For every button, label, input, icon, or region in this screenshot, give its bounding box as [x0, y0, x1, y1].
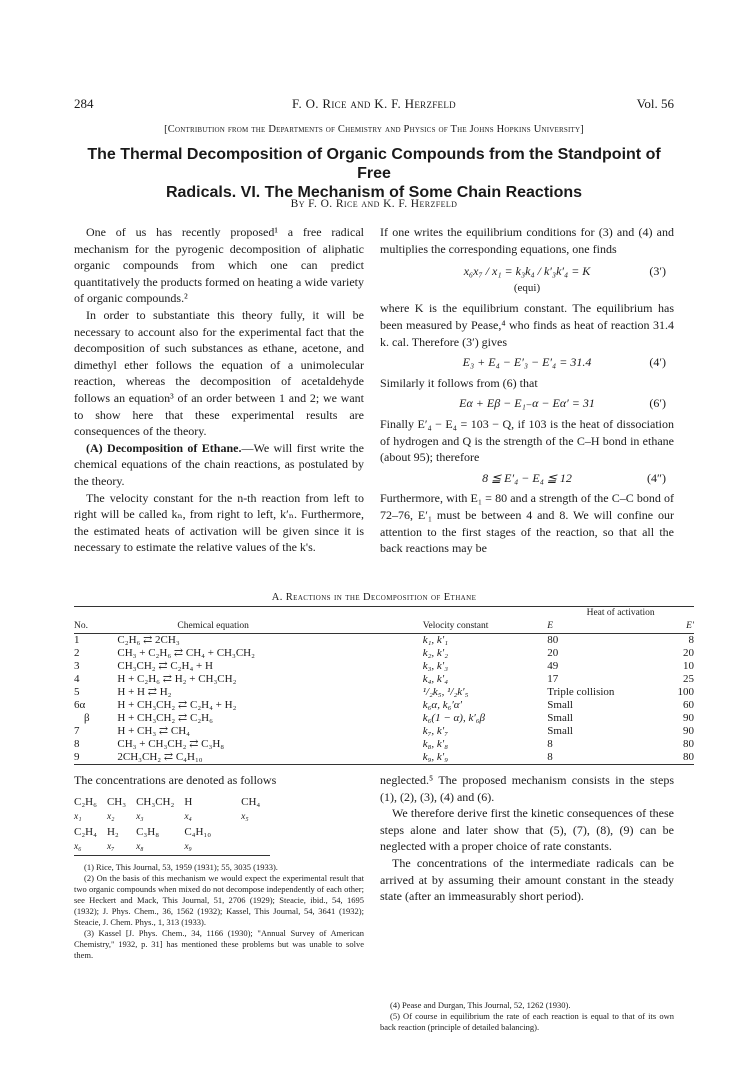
chemical-equation: H + CH₃ ⇄ CH₄	[117, 725, 190, 737]
contribution-note: [Contribution from the Departments of Chemistry and Physics of The Johns Hopkins University]	[164, 124, 584, 135]
table-row	[74, 647, 694, 660]
velocity-constant: k₈, k′₈	[422, 738, 449, 750]
activation-energy-reverse: 10	[683, 660, 694, 672]
equation-4doubleprime: 8 ≦ E′₄ − E₄ ≦ 12 (4″)	[482, 470, 666, 485]
paragraph: where K is the equilibrium constant. The equilibrium has been measured by Pease,⁴ who finds as heat of reaction 31.4 k. cal. Therefore (3′) gives	[380, 301, 674, 349]
velocity-constant: ¹/₂k₅, ¹/₂k′₅	[422, 686, 469, 698]
chemical-equation: CH₃ + C₂H₆ ⇄ CH₄ + CH₃CH₂	[117, 647, 255, 659]
footnote: (3) Kassel [J. Phys. Chem., 34, 1166 (1930); "Annual Survey of American Chemistry," 1932, p. 31] has mentioned these problems but was unable to solve them.	[74, 927, 364, 960]
activation-energy-reverse: 80	[647, 751, 694, 765]
footnote: (4) Pease and Durgan, This Journal, 52, 1262 (1930).	[390, 1000, 571, 1010]
concentration-symbol-row: x₆ x₇ x₈ x₉	[74, 840, 270, 856]
activation-energy-forward: 20	[547, 647, 559, 659]
paragraph: Finally E′₄ − E₄ = 103 − Q, if 103 is the heat of dissociation of hydrogen and Q is the strength of the C–H bond in ethane (about 95); therefore	[380, 416, 674, 465]
paragraph: The concentrations of the intermediate radicals can be arrived at by assuming their amount constant in the steady state (after an immeasurably short period).	[380, 855, 674, 904]
byline: By F. O. Rice and K. F. Herzfeld	[290, 198, 458, 210]
paragraph: The velocity constant for the n-th reaction from left to right will be called kₙ, from right to left, k′ₙ. Furthermore, the estimated heats of activation will be given since it is necessary to estimate the relative values of the k's.	[74, 490, 364, 555]
paragraph: We therefore derive first the kinetic consequences of these steps alone and later show that (5), (7), (8), (9) can be neglected with a proper choice of rate constants.	[380, 806, 674, 854]
reaction-number: 3	[74, 660, 80, 672]
page-number: 284	[74, 96, 94, 111]
reaction-number: β	[84, 712, 90, 724]
paragraph: The concentrations are denoted as follows	[74, 773, 277, 787]
footnote: (2) On the basis of this mechanism we would expect the experimental result that two organic compounds when mixed do not decompose independently of each other; see Heckert and Mack, This Journal, 51, 2706 (1929); Steacie, ibid., 54, 1695 (1932); J. Phys. Chem., 36, 1562 (1932); Kassel, This Journal, 54, 3641 (1932); Steacie, J. Chem. Phys., 1, 313 (1933).	[74, 872, 364, 927]
velocity-constant: k₃, k′₃	[422, 660, 449, 672]
activation-energy-reverse: 60	[683, 699, 694, 711]
reaction-number: 9	[74, 751, 117, 765]
paragraph: Similarly it follows from (6) that	[380, 375, 538, 390]
activation-energy-forward: 49	[547, 660, 559, 672]
chemical-equation: C₂H₆ ⇄ 2CH₃	[117, 634, 180, 646]
paragraph: In order to substantiate this theory fully, it will be necessary to account also for the experimental fact that the decomposition of such substances as ethane, acetone, and dimethyl ether follows the equation of a unimolecular reaction, whereas the decomposition of acetaldehyde follows an equation³ of an order between 1 and 2; we want to show here that these experimental results are consequences of the theory.	[74, 307, 364, 439]
reactions-table	[74, 606, 694, 765]
activation-energy-reverse: 8	[688, 634, 694, 646]
table-row	[74, 738, 694, 751]
paragraph: (A) Decomposition of Ethane.—We will first write the chemical equations of the chain reactions, as postulated by the theory.	[74, 440, 364, 488]
column-header: No.	[74, 620, 117, 634]
activation-energy-forward: Triple collision	[547, 686, 615, 698]
table-row	[74, 673, 694, 686]
footnote: (1) Rice, This Journal, 53, 1959 (1931); 55, 3035 (1933).	[84, 861, 278, 872]
paragraph: Furthermore, with E₁ = 80 and a strength of the C–C bond of 72–76, E′₁ must be between 4 and 8. We will confine our attention to the first stages of the reaction, so that all the back reactions may be	[380, 491, 674, 556]
table-row	[74, 686, 694, 699]
activation-energy-forward: Small	[547, 712, 573, 724]
table-row	[74, 712, 694, 725]
velocity-constant: k₂, k′₂	[422, 647, 449, 659]
footnotes-right	[380, 1000, 674, 1033]
equation-4prime: E₃ + E₄ − E′₃ − E′₄ = 31.4 (4′)	[462, 355, 666, 370]
section-heading: (A) Decomposition of Ethane.	[86, 440, 242, 455]
heat-of-activation-header: Heat of activation	[547, 607, 694, 621]
reaction-number: 7	[74, 725, 80, 737]
velocity-constant: k₆α, k₆′α′	[422, 699, 462, 711]
running-title: F. O. Rice and K. F. Herzfeld	[292, 96, 456, 111]
column-header: E	[547, 620, 647, 634]
footnote: (5) Of course in equilibrium the rate of each reaction is equal to that of its own back reaction (principle of detailed balancing).	[380, 1011, 674, 1032]
equation-3prime: x₆x₇ / x₁ = k₃k₄ / k′₃k′₄ = K (3′)	[463, 264, 666, 279]
activation-energy-forward: 8	[547, 738, 553, 750]
activation-energy-forward: Small	[547, 699, 573, 711]
left-column-upper	[74, 224, 364, 556]
equation-6prime: Eα + Eβ − E₁₋α − Eα′ = 31 (6′)	[459, 396, 666, 411]
reaction-number: 2	[74, 647, 80, 659]
right-column-upper	[380, 224, 674, 557]
volume-label: Vol. 56	[636, 96, 674, 111]
chemical-equation: H + CH₃CH₂ ⇄ C₂H₆	[117, 712, 213, 724]
reaction-number: 6α	[74, 699, 86, 711]
activation-energy-reverse: 90	[683, 712, 694, 724]
activation-energy-reverse: 100	[677, 686, 694, 698]
concentration-species-row: C₂H₄ H₂ C₃H₈ C₄H₁₀	[74, 825, 212, 838]
left-column-lower	[74, 772, 364, 961]
title-line-1: The Thermal Decomposition of Organic Compounds from the Standpoint of Free	[87, 146, 661, 182]
table-row	[74, 751, 694, 765]
chemical-equation: CH₃ + CH₃CH₂ ⇄ C₃H₈	[117, 738, 225, 750]
paragraph: One of us has recently proposed¹ a free radical mechanism for the pyrogenic decomposition of aliphatic organic compounds from which one can predict quantitatively the products formed on heating a wide variety of organic compounds.²	[74, 225, 364, 306]
column-header: E′	[647, 620, 694, 634]
activation-energy-forward: 8	[547, 751, 647, 765]
reaction-number: 8	[74, 738, 80, 750]
chemical-equation: H + H ⇄ H₂	[117, 686, 172, 698]
activation-energy-forward: 80	[547, 634, 559, 646]
activation-energy-reverse: 25	[683, 673, 694, 685]
chemical-equation: 2CH₃CH₂ ⇄ C₄H₁₀	[117, 751, 422, 765]
concentration-symbol-row: x₁ x₂ x₃ x₄ x₅	[74, 811, 249, 822]
title-line-2: Radicals. VI. The Mechanism of Some Chain Reactions	[165, 184, 583, 201]
reaction-number: 1	[74, 634, 80, 646]
chemical-equation: H + CH₃CH₂ ⇄ C₂H₄ + H₂	[117, 699, 237, 711]
reaction-number: 5	[74, 686, 80, 698]
reaction-number: 4	[74, 673, 80, 685]
table-row	[74, 699, 694, 712]
running-header	[74, 96, 674, 112]
activation-energy-forward: 17	[547, 673, 559, 685]
velocity-constant: k₁, k′₁	[422, 634, 449, 646]
chemical-equation: CH₃CH₂ ⇄ C₂H₄ + H	[117, 660, 213, 672]
velocity-constant: k₇, k′₇	[422, 725, 449, 737]
velocity-constant: k₉, k′₉	[423, 751, 548, 765]
table-row	[74, 634, 694, 648]
table-row	[74, 660, 694, 673]
reactions-table-body	[74, 634, 694, 765]
activation-energy-forward: Small	[547, 725, 573, 737]
concentration-species-row: C₂H₆ CH₃ CH₃CH₂ H CH₄	[74, 795, 261, 808]
article-title	[74, 145, 674, 202]
column-header: Chemical equation	[117, 620, 422, 634]
right-column-lower	[380, 772, 674, 905]
footnotes-left	[74, 862, 364, 961]
table-row	[74, 725, 694, 738]
activation-energy-reverse: 80	[683, 738, 694, 750]
concentration-table	[74, 795, 270, 856]
paragraph: If one writes the equilibrium conditions for (3) and (4) and multiplies the corresponding equations, one finds	[380, 225, 674, 256]
column-header: Velocity constant	[423, 620, 548, 634]
table-caption: A. Reactions in the Decomposition of Ethane	[271, 592, 477, 603]
equation-note: (equi)	[513, 281, 541, 294]
activation-energy-reverse: 20	[683, 647, 694, 659]
chemical-equation: H + C₂H₆ ⇄ H₂ + CH₃CH₂	[117, 673, 237, 685]
velocity-constant: k₆(1 − α), k′₆β	[422, 712, 486, 724]
velocity-constant: k₄, k′₄	[422, 673, 449, 685]
paragraph: neglected.⁵ The proposed mechanism consists in the steps (1), (2), (3), (4) and (6).	[380, 773, 674, 804]
activation-energy-reverse: 90	[683, 725, 694, 737]
